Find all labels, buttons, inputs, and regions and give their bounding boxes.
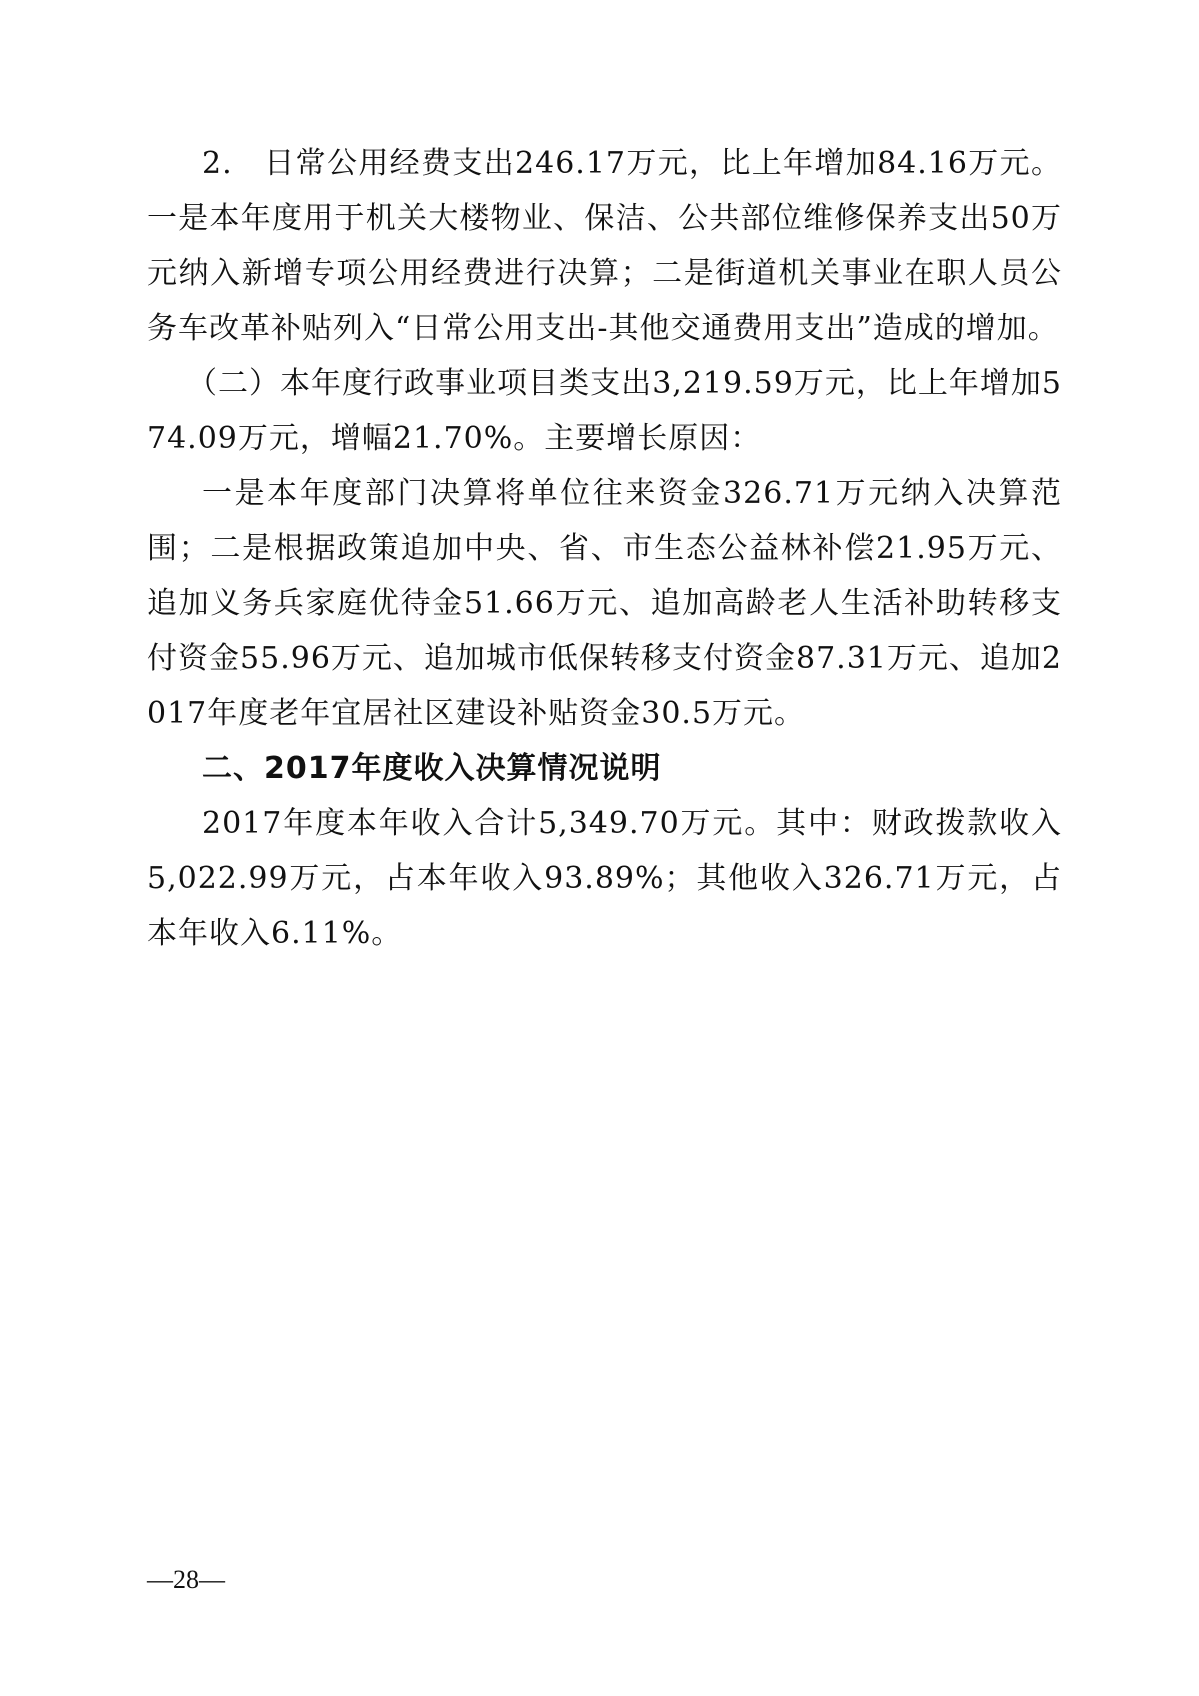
page-number: —28— <box>147 1565 225 1594</box>
paragraph-income-summary: 2017年度本年收入合计5,349.70万元。其中：财政拨款收入5,022.99万元，占本年收入93.89%；其他收入326.71万元，占本年收入6.11%。 <box>147 806 1062 951</box>
paragraph-growth-reasons: 一是本年度部门决算将单位往来资金326.71万元纳入决算范围；二是根据政策追加中央、省、市生态公益林补偿21.95万元、追加义务兵家庭优待金51.66万元、追加高龄老人生活补助转移支付资金55.96万元、追加城市低保转移支付资金87.31万元、追加2017年度老年宜居社区建设补贴资金30.5万元。 <box>147 476 1062 731</box>
section-heading-income: 二、2017年度收入决算情况说明 <box>202 751 662 786</box>
paragraph-project-expenditure: （二）本年度行政事业项目类支出3,219.59万元，比上年增加574.09万元，增幅21.70%。主要增长原因： <box>147 366 1062 456</box>
paragraph-daily-public-expenses: 2. 日常公用经费支出246.17万元，比上年增加84.16万元。一是本年度用于机关大楼物业、保洁、公共部位维修保养支出50万元纳入新增专项公用经费进行决算；二是街道机关事业在职人员公务车改革补贴列入“日常公用支出-其他交通费用支出”造成的增加。 <box>147 146 1062 346</box>
page-body <box>147 136 1062 961</box>
